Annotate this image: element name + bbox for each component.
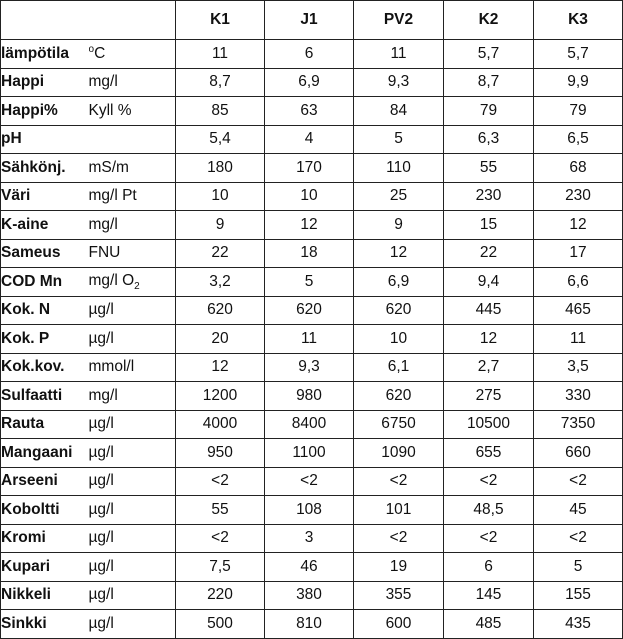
table-row <box>1 610 623 639</box>
value-cell: 4000 <box>176 410 265 439</box>
value-cell: 275 <box>444 382 534 411</box>
value-cell: 48,5 <box>444 496 534 525</box>
value-cell: 110 <box>354 154 444 183</box>
table-row <box>1 268 623 297</box>
value-cell: <2 <box>354 524 444 553</box>
table-row <box>1 239 623 268</box>
value-cell: 9,3 <box>265 353 354 382</box>
value-cell: 25 <box>354 182 444 211</box>
value-cell: 980 <box>265 382 354 411</box>
value-cell: 1200 <box>176 382 265 411</box>
table-row <box>1 325 623 354</box>
unit-cell: Kyll % <box>89 97 176 126</box>
table-row <box>1 410 623 439</box>
value-cell: 55 <box>444 154 534 183</box>
unit-cell <box>89 40 176 69</box>
unit-text: C <box>94 45 106 63</box>
value-cell: 10 <box>354 325 444 354</box>
unit-cell: mS/m <box>89 154 176 183</box>
table-row <box>1 154 623 183</box>
unit-cell: µg/l <box>89 296 176 325</box>
header-corner <box>1 1 89 40</box>
value-cell: 7350 <box>534 410 623 439</box>
value-cell: 18 <box>265 239 354 268</box>
value-cell: 4 <box>265 125 354 154</box>
value-cell: 620 <box>176 296 265 325</box>
table-row <box>1 382 623 411</box>
value-cell: 5 <box>265 268 354 297</box>
value-cell: 17 <box>534 239 623 268</box>
table-row <box>1 296 623 325</box>
value-cell: 9,4 <box>444 268 534 297</box>
value-cell: <2 <box>176 467 265 496</box>
parameter-name: Rauta <box>1 410 89 439</box>
value-cell: <2 <box>265 467 354 496</box>
unit-cell: µg/l <box>89 325 176 354</box>
parameter-name: Kok. N <box>1 296 89 325</box>
value-cell: 6750 <box>354 410 444 439</box>
value-cell: 155 <box>534 581 623 610</box>
table-body <box>1 40 623 639</box>
unit-cell: mmol/l <box>89 353 176 382</box>
parameter-name: Nikkeli <box>1 581 89 610</box>
unit-superscript: o <box>88 44 95 56</box>
unit-cell: µg/l <box>89 496 176 525</box>
value-cell: 22 <box>444 239 534 268</box>
unit-cell: µg/l <box>89 410 176 439</box>
table-row <box>1 353 623 382</box>
value-cell: 5 <box>354 125 444 154</box>
value-cell: 68 <box>534 154 623 183</box>
unit-cell <box>89 125 176 154</box>
value-cell: 660 <box>534 439 623 468</box>
value-cell: 6 <box>444 553 534 582</box>
value-cell: 55 <box>176 496 265 525</box>
value-cell: 145 <box>444 581 534 610</box>
parameter-name: pH <box>1 125 89 154</box>
column-header-k1: K1 <box>176 1 265 40</box>
value-cell: 950 <box>176 439 265 468</box>
column-header-pv2: PV2 <box>354 1 444 40</box>
table-row <box>1 524 623 553</box>
value-cell: 330 <box>534 382 623 411</box>
value-cell: 435 <box>534 610 623 639</box>
unit-cell: FNU <box>89 239 176 268</box>
value-cell: 355 <box>354 581 444 610</box>
value-cell: 12 <box>265 211 354 240</box>
table-row <box>1 68 623 97</box>
value-cell: 5,7 <box>444 40 534 69</box>
value-cell: 230 <box>534 182 623 211</box>
value-cell: 6,3 <box>444 125 534 154</box>
value-cell: 11 <box>176 40 265 69</box>
value-cell: 6,9 <box>265 68 354 97</box>
value-cell: 3,5 <box>534 353 623 382</box>
value-cell: <2 <box>354 467 444 496</box>
value-cell: 8,7 <box>176 68 265 97</box>
parameter-name: Sulfaatti <box>1 382 89 411</box>
value-cell: 6,1 <box>354 353 444 382</box>
parameter-name: Mangaani <box>1 439 89 468</box>
value-cell: 11 <box>265 325 354 354</box>
value-cell: 11 <box>534 325 623 354</box>
parameter-name: Kok. P <box>1 325 89 354</box>
unit-cell <box>89 268 176 297</box>
unit-cell: µg/l <box>89 610 176 639</box>
value-cell: 1090 <box>354 439 444 468</box>
parameter-name: Kupari <box>1 553 89 582</box>
value-cell: 2,7 <box>444 353 534 382</box>
value-cell: 8,7 <box>444 68 534 97</box>
parameter-name: Sähkönj. <box>1 154 89 183</box>
value-cell: 3 <box>265 524 354 553</box>
table-row <box>1 40 623 69</box>
unit-cell: µg/l <box>89 524 176 553</box>
value-cell: 11 <box>354 40 444 69</box>
value-cell: 810 <box>265 610 354 639</box>
parameter-name: lämpötila <box>1 40 89 69</box>
value-cell: 5 <box>534 553 623 582</box>
table-row <box>1 211 623 240</box>
value-cell: 15 <box>444 211 534 240</box>
parameter-name: Arseeni <box>1 467 89 496</box>
value-cell: 465 <box>534 296 623 325</box>
header-row <box>1 1 623 40</box>
value-cell: 85 <box>176 97 265 126</box>
parameter-name: Kok.kov. <box>1 353 89 382</box>
value-cell: 19 <box>354 553 444 582</box>
value-cell: 620 <box>265 296 354 325</box>
unit-cell: mg/l <box>89 382 176 411</box>
unit-text: mg/l O <box>88 271 135 289</box>
value-cell: <2 <box>534 467 623 496</box>
value-cell: 8400 <box>265 410 354 439</box>
value-cell: 6,5 <box>534 125 623 154</box>
table-row <box>1 581 623 610</box>
value-cell: 9,3 <box>354 68 444 97</box>
value-cell: 79 <box>534 97 623 126</box>
parameter-name: Happi% <box>1 97 89 126</box>
value-cell: 10 <box>176 182 265 211</box>
value-cell: 20 <box>176 325 265 354</box>
parameter-name: Sameus <box>1 239 89 268</box>
value-cell: 620 <box>354 296 444 325</box>
value-cell: 230 <box>444 182 534 211</box>
value-cell: 3,2 <box>176 268 265 297</box>
value-cell: 9 <box>176 211 265 240</box>
value-cell: 46 <box>265 553 354 582</box>
value-cell: 7,5 <box>176 553 265 582</box>
value-cell: 12 <box>534 211 623 240</box>
value-cell: 12 <box>444 325 534 354</box>
table-row <box>1 467 623 496</box>
unit-cell: mg/l <box>89 211 176 240</box>
value-cell: 10500 <box>444 410 534 439</box>
value-cell: <2 <box>534 524 623 553</box>
value-cell: 5,4 <box>176 125 265 154</box>
table-row <box>1 97 623 126</box>
table-row <box>1 182 623 211</box>
unit-subscript: 2 <box>134 280 140 292</box>
parameter-name: Kromi <box>1 524 89 553</box>
value-cell: 9 <box>354 211 444 240</box>
value-cell: 655 <box>444 439 534 468</box>
parameter-name: Happi <box>1 68 89 97</box>
column-header-k3: K3 <box>534 1 623 40</box>
parameter-name: COD Mn <box>1 268 89 297</box>
value-cell: 620 <box>354 382 444 411</box>
value-cell: 500 <box>176 610 265 639</box>
header-corner-unit <box>89 1 176 40</box>
value-cell: 84 <box>354 97 444 126</box>
parameter-name: Koboltti <box>1 496 89 525</box>
unit-cell: µg/l <box>89 439 176 468</box>
value-cell: <2 <box>176 524 265 553</box>
unit-cell: mg/l <box>89 68 176 97</box>
table-row <box>1 553 623 582</box>
column-header-k2: K2 <box>444 1 534 40</box>
value-cell: 22 <box>176 239 265 268</box>
value-cell: 485 <box>444 610 534 639</box>
unit-cell: µg/l <box>89 467 176 496</box>
value-cell: 5,7 <box>534 40 623 69</box>
value-cell: 12 <box>354 239 444 268</box>
value-cell: 445 <box>444 296 534 325</box>
value-cell: 63 <box>265 97 354 126</box>
value-cell: 10 <box>265 182 354 211</box>
parameter-name: Väri <box>1 182 89 211</box>
value-cell: 108 <box>265 496 354 525</box>
parameter-name: K-aine <box>1 211 89 240</box>
table-row <box>1 125 623 154</box>
value-cell: 79 <box>444 97 534 126</box>
table-row <box>1 496 623 525</box>
value-cell: 45 <box>534 496 623 525</box>
table-row <box>1 439 623 468</box>
unit-cell: µg/l <box>89 581 176 610</box>
value-cell: 6,9 <box>354 268 444 297</box>
value-cell: 180 <box>176 154 265 183</box>
value-cell: 12 <box>176 353 265 382</box>
value-cell: 6,6 <box>534 268 623 297</box>
unit-cell: µg/l <box>89 553 176 582</box>
value-cell: 170 <box>265 154 354 183</box>
parameter-name: Sinkki <box>1 610 89 639</box>
unit-cell: mg/l Pt <box>89 182 176 211</box>
column-header-j1: J1 <box>265 1 354 40</box>
value-cell: 380 <box>265 581 354 610</box>
value-cell: 600 <box>354 610 444 639</box>
value-cell: 101 <box>354 496 444 525</box>
value-cell: 220 <box>176 581 265 610</box>
value-cell: 6 <box>265 40 354 69</box>
value-cell: <2 <box>444 524 534 553</box>
value-cell: 1100 <box>265 439 354 468</box>
value-cell: <2 <box>444 467 534 496</box>
value-cell: 9,9 <box>534 68 623 97</box>
